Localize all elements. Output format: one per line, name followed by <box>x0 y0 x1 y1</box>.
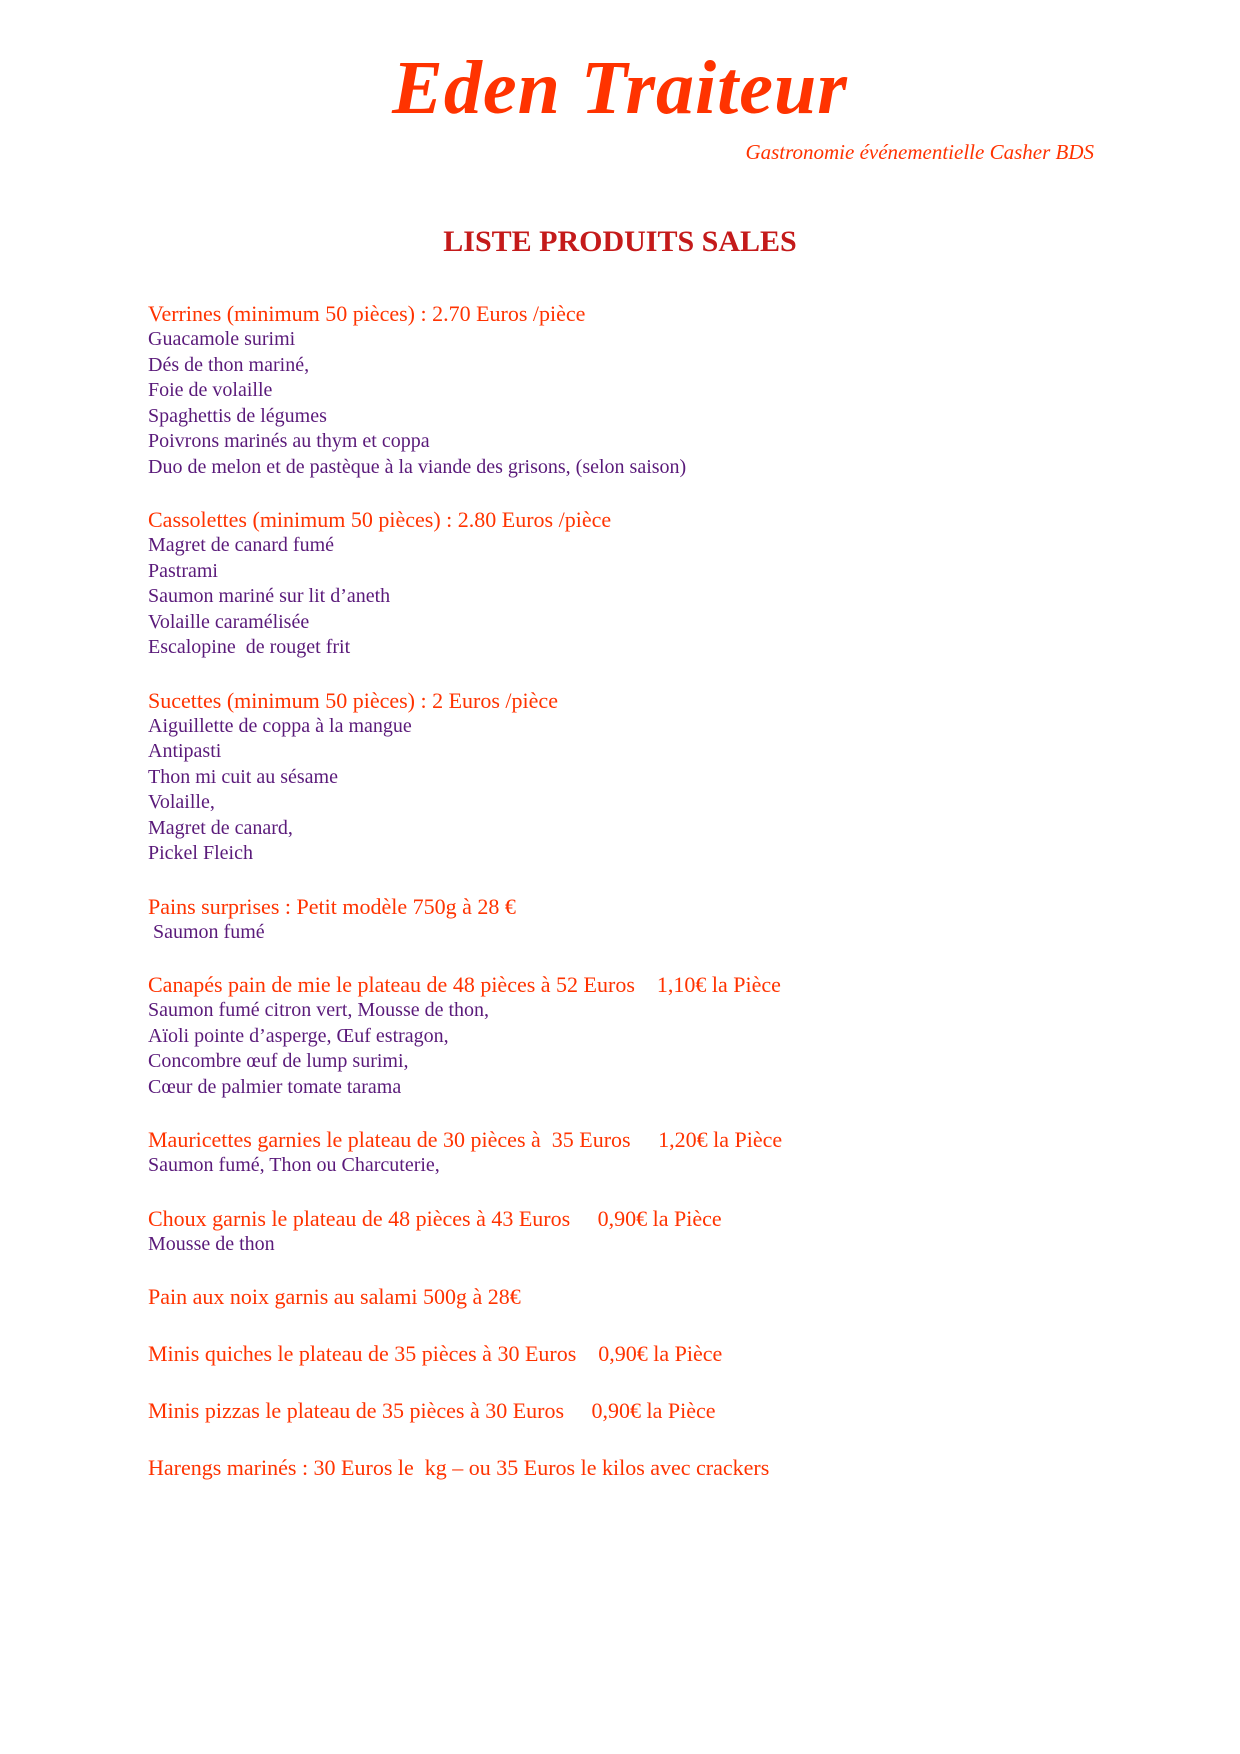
section-sucettes <box>148 687 1148 867</box>
brand-title: Eden Traiteur <box>392 46 848 130</box>
list-item: Saumon fumé <box>148 920 265 943</box>
section-minis-pizzas <box>148 1397 1148 1424</box>
section-heading: Pains surprises : Petit modèle 750g à 28 € <box>148 893 516 919</box>
list-item: Poivrons marinés au thym et coppa <box>148 430 430 452</box>
list-item: Saumon mariné sur lit d’aneth <box>148 585 391 607</box>
section-heading: Mauricettes garnies le plateau de 30 pièces à 35 Euros 1,20€ la Pièce <box>148 1127 783 1152</box>
list-item: Magret de canard, <box>148 816 293 839</box>
list-item: Volaille caramélisée <box>148 610 310 633</box>
brand-subtitle: Gastronomie événementielle Casher BDS <box>745 140 1094 164</box>
list-item: Saumon fumé citron vert, Mousse de thon, <box>148 999 490 1021</box>
product-list <box>148 300 1148 1511</box>
section-heading: Choux garnis le plateau de 48 pièces à 43 Euros 0,90€ la Pièce <box>148 1205 722 1231</box>
section-heading: Pain aux noix garnis au salami 500g à 28€ <box>148 1284 521 1309</box>
section-pains-surprises <box>148 893 1148 946</box>
list-item: Magret de canard fumé <box>148 534 335 556</box>
section-pain-aux-noix <box>148 1283 1148 1310</box>
list-item: Thon mi cuit au sésame <box>148 765 338 788</box>
list-item: Aïoli pointe d’asperge, Œuf estragon, <box>148 1024 449 1047</box>
section-canapes <box>148 971 1148 1100</box>
list-item: Aiguillette de coppa à la mangue <box>148 714 412 737</box>
section-heading: Minis pizzas le plateau de 35 pièces à 30 Euros 0,90€ la Pièce <box>148 1398 716 1423</box>
list-item: Pickel Fleich <box>148 842 253 864</box>
list-item: Saumon fumé, Thon ou Charcuterie, <box>148 1154 440 1176</box>
list-item: Cœur de palmier tomate tarama <box>148 1075 402 1098</box>
list-item: Guacamole surimi <box>148 328 296 350</box>
list-item: Dés de thon mariné, <box>148 353 310 376</box>
section-heading: Harengs marinés : 30 Euros le kg – ou 35 Euros le kilos avec crackers <box>148 1455 770 1480</box>
section-heading: Verrines (minimum 50 pièces) : 2.70 Euros /pièce <box>148 301 586 326</box>
section-cassolettes <box>148 506 1148 661</box>
list-item: Concombre œuf de lump surimi, <box>148 1050 409 1072</box>
section-heading: Cassolettes (minimum 50 pièces) : 2.80 Euros /pièce <box>148 507 612 532</box>
list-item: Foie de volaille <box>148 379 273 401</box>
section-heading: Minis quiches le plateau de 35 pièces à 30 Euros 0,90€ la Pièce <box>148 1341 723 1366</box>
list-item: Duo de melon et de pastèque à la viande des grisons, (selon saison) <box>148 455 687 478</box>
list-item: Mousse de thon <box>148 1232 275 1255</box>
list-item: Pastrami <box>148 559 218 582</box>
section-mauricettes <box>148 1126 1148 1179</box>
section-minis-quiches <box>148 1340 1148 1367</box>
section-choux <box>148 1205 1148 1258</box>
section-heading: Sucettes (minimum 50 pièces) : 2 Euros /pièce <box>148 687 558 713</box>
list-item: Spaghettis de légumes <box>148 404 327 427</box>
section-harengs <box>148 1454 1148 1481</box>
section-heading: Canapés pain de mie le plateau de 48 pièces à 52 Euros 1,10€ la Pièce <box>148 972 781 997</box>
list-item: Antipasti <box>148 740 222 762</box>
list-item: Escalopine de rouget frit <box>148 636 351 658</box>
list-title: LISTE PRODUITS SALES <box>443 225 797 258</box>
list-item: Volaille, <box>148 791 215 813</box>
section-verrines <box>148 300 1148 480</box>
